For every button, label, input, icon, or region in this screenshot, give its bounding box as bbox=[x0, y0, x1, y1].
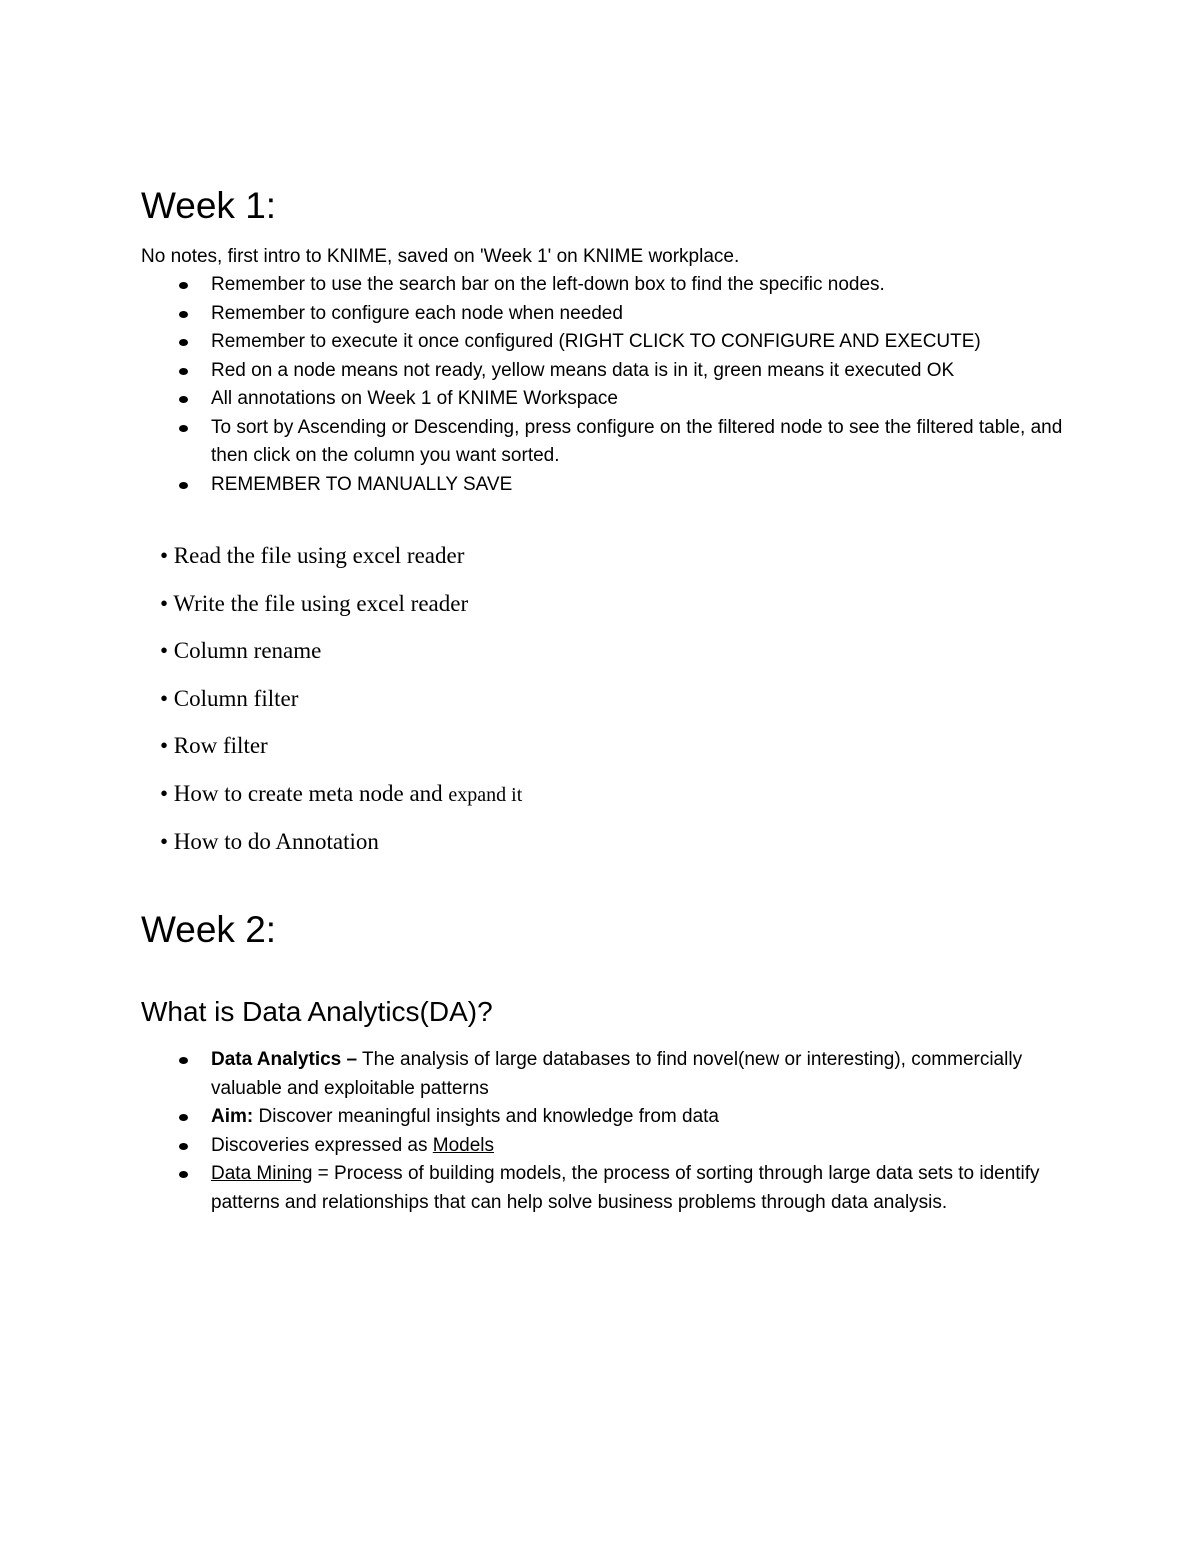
bullet-icon bbox=[179, 368, 188, 375]
week2-items-list bbox=[141, 1046, 1071, 1217]
list-item: • Row filter bbox=[160, 733, 268, 759]
list-item: Remember to configure each node when needed bbox=[141, 300, 1071, 329]
list-item: Remember to execute it once configured (RIGHT CLICK TO CONFIGURE AND EXECUTE) bbox=[141, 328, 1071, 357]
week1-intro: No notes, first intro to KNIME, saved on 'Week 1' on KNIME workplace. bbox=[141, 246, 740, 267]
list-item: • How to create meta node and expand it bbox=[160, 780, 523, 806]
bullet-icon bbox=[179, 1057, 188, 1064]
week1-topics-list bbox=[160, 542, 1060, 875]
bullet-icon bbox=[179, 311, 188, 318]
week1-tips-list bbox=[141, 271, 1071, 499]
list-item: • Write the file using excel reader bbox=[160, 590, 469, 616]
list-item: All annotations on Week 1 of KNIME Workspace bbox=[141, 385, 1071, 414]
week2-subheading: What is Data Analytics(DA)? bbox=[141, 996, 493, 1027]
list-item: • Column rename bbox=[160, 638, 322, 664]
list-item: Data Mining = Process of building models, the process of sorting through large data sets to identify patterns and relationships that can help solve business problems through data analysis. bbox=[141, 1160, 1071, 1217]
bullet-icon bbox=[179, 1114, 188, 1121]
week1-heading: Week 1: bbox=[141, 185, 277, 226]
list-item: • Read the file using excel reader bbox=[160, 543, 465, 568]
bullet-icon bbox=[179, 1143, 188, 1150]
bullet-icon bbox=[179, 282, 188, 289]
list-item: Remember to use the search bar on the left-down box to find the specific nodes. bbox=[141, 271, 1071, 300]
list-item: • How to do Annotation bbox=[160, 828, 379, 854]
bullet-icon bbox=[179, 482, 188, 489]
bullet-icon bbox=[179, 425, 188, 432]
bullet-icon bbox=[179, 339, 188, 346]
list-item: REMEMBER TO MANUALLY SAVE bbox=[141, 471, 1071, 500]
list-item: Data Analytics – The analysis of large databases to find novel(new or interesting), commercially valuable and exploitable patterns bbox=[141, 1046, 1071, 1103]
list-item: To sort by Ascending or Descending, press configure on the filtered node to see the filtered table, and then click on the column you want sorted. bbox=[141, 414, 1071, 471]
week2-heading: Week 2: bbox=[141, 909, 277, 950]
bullet-icon bbox=[179, 396, 188, 403]
list-item: Discoveries expressed as Models bbox=[141, 1132, 1071, 1161]
list-item: • Column filter bbox=[160, 685, 299, 711]
list-item: Aim: Discover meaningful insights and knowledge from data bbox=[141, 1103, 1071, 1132]
list-item: Red on a node means not ready, yellow means data is in it, green means it executed OK bbox=[141, 357, 1071, 386]
bullet-icon bbox=[179, 1171, 188, 1178]
